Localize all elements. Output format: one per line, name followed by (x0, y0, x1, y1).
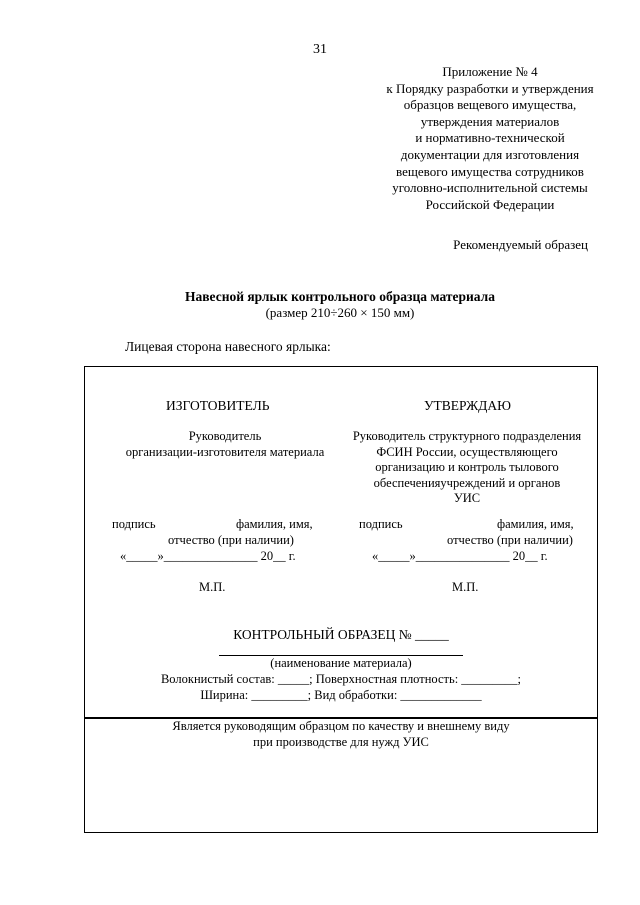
recommended-sample-label: Рекомендуемый образец (453, 237, 588, 252)
approval-patronymic-label: отчество (при наличии) (447, 533, 573, 547)
approval-role (340, 429, 594, 507)
appendix-line: к Порядку разработки и утверждения (386, 80, 594, 96)
role-line: организацию и контроль тылового (375, 460, 559, 474)
appendix-line: Российской Федерации (425, 196, 555, 212)
appendix-line: уголовно-исполнительной системы (392, 180, 588, 196)
control-sample-heading: КОНТРОЛЬНЫЙ ОБРАЗЕЦ № _____ (233, 627, 449, 642)
footer-statement-line-2: при производстве для нужд УИС (253, 735, 429, 749)
appendix-line: и нормативно-технической (415, 130, 565, 146)
footer-statement-line-1: Является руководящим образцом по качеству и внешнему виду (172, 719, 510, 733)
approval-header: УТВЕРЖДАЮ (424, 398, 512, 413)
manufacturer-patronymic-label: отчество (при наличии) (168, 533, 294, 547)
manufacturer-signature-label: подпись (112, 517, 156, 531)
appendix-line: утверждения материалов (420, 113, 560, 129)
approval-seal-label: М.П. (452, 580, 479, 594)
approval-date-line: «_____»_______________ 20__ г. (372, 549, 548, 563)
manufacturer-seal-label: М.П. (199, 580, 226, 594)
manufacturer-role (100, 429, 350, 460)
fiber-composition-line: Волокнистый состав: _____; Поверхностная плотность: _________; (160, 672, 522, 686)
page-number: 31 (313, 42, 327, 57)
appendix-line: образцов вещевого имущества, (403, 97, 577, 113)
appendix-block (340, 64, 640, 213)
role-line: организации-изготовителя материала (125, 444, 325, 459)
manufacturer-name-label: фамилия, имя, (236, 517, 313, 531)
appendix-line: Приложение № 4 (442, 64, 538, 79)
material-name-caption: (наименование материала) (270, 656, 412, 670)
document-subtitle: (размер 210÷260 × 150 мм) (265, 305, 415, 320)
role-line: обеспеченияучреждений и органов (373, 475, 561, 490)
manufacturer-header: ИЗГОТОВИТЕЛЬ (166, 398, 270, 413)
role-line: Руководитель структурного подразделения (352, 429, 582, 443)
approval-name-label: фамилия, имя, (497, 517, 574, 531)
role-line: Руководитель (188, 429, 262, 443)
role-line: ФСИН России, осуществляющего (376, 444, 558, 459)
manufacturer-date-line: «_____»_______________ 20__ г. (120, 549, 296, 563)
appendix-line: документации для изготовления (400, 146, 580, 162)
front-side-label: Лицевая сторона навесного ярлыка: (125, 339, 331, 354)
document-title: Навесной ярлык контрольного образца материала (185, 289, 495, 304)
appendix-line: вещевого имущества сотрудников (396, 163, 584, 179)
approval-signature-label: подпись (359, 517, 403, 531)
role-line: УИС (453, 491, 481, 505)
width-treatment-line: Ширина: _________; Вид обработки: _____________ (200, 688, 482, 702)
